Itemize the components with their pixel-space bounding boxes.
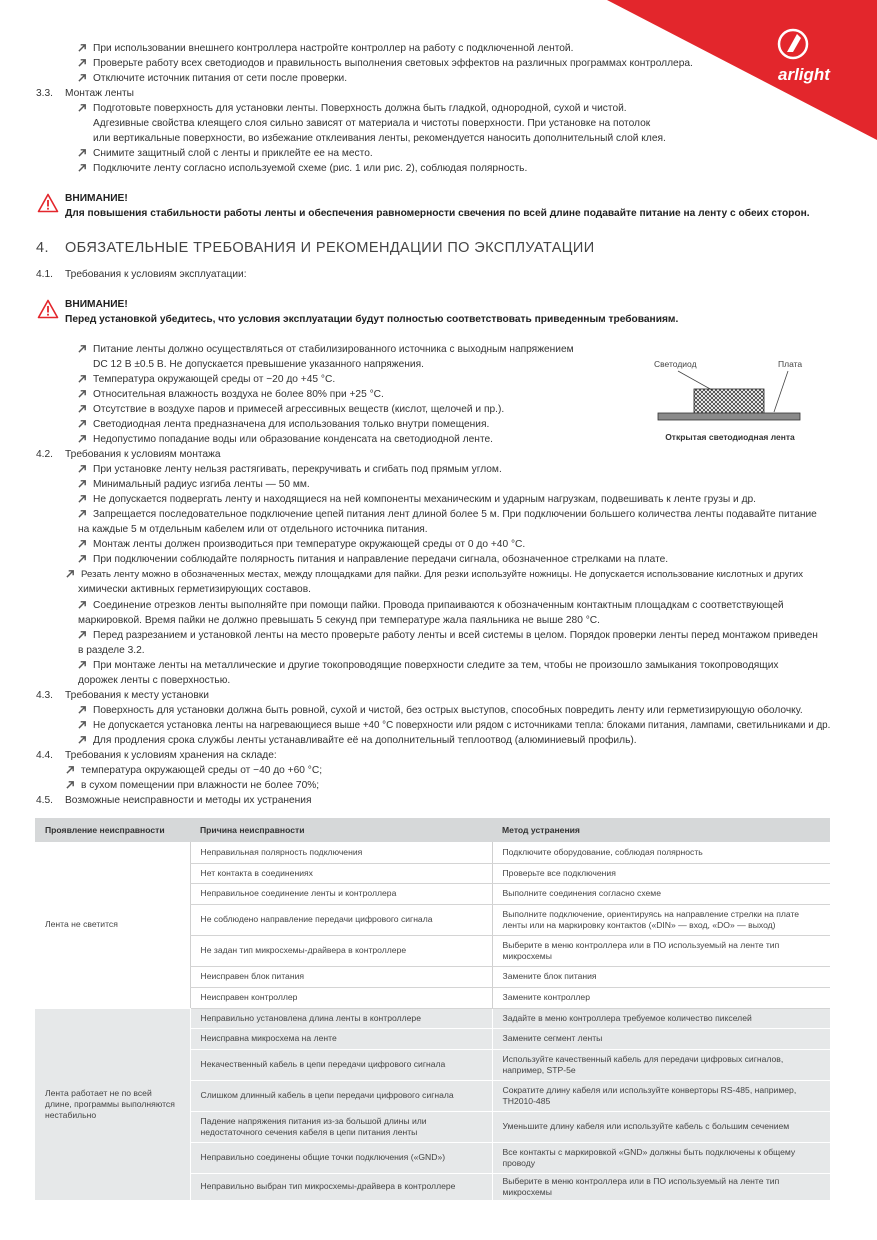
arrow-bullet-icon [78, 148, 87, 157]
warning-text: Перед установкой убедитесь, что условия эксплуатации будут полностью соответствовать приведенным требованиям. [65, 314, 679, 325]
arrow-bullet-icon [66, 569, 75, 578]
table-cell-cause: Неправильно соединены общие точки подключения («GND») [190, 1142, 492, 1173]
table-cell-fix: Выполните подключение, ориентируясь на направление стрелки на плате ленты или на маркировку контактов («DIN» — вход, «DO» — выход) [492, 904, 830, 935]
top-item-2: Проверьте работу всех светодиодов и правильность выполнения световых эффектов на различных программах контроллера. [78, 57, 693, 71]
list-item: При установке ленту нельзя растягивать, перекручивать и сгибать под прямым углом. [78, 463, 502, 477]
list-item-cont: или вертикальные поверхности, во избежание отклеивания ленты, рекомендуется наносить дополнительный слой клея. [93, 133, 666, 144]
warning-title: ВНИМАНИЕ! [65, 299, 128, 310]
list-item: Соединение отрезков ленты выполняйте при помощи пайки. Провода припаиваются к обозначенным контактным площадкам с соответствующей [78, 599, 784, 613]
arrow-bullet-icon [78, 434, 87, 443]
list-item-cont: химически активных герметизирующих составов. [78, 584, 311, 595]
table-cell-fix: Используйте качественный кабель для передачи цифровых сигналов, например, STP-5e [492, 1049, 830, 1080]
arrow-bullet-icon [78, 374, 87, 383]
list-item: Подготовьте поверхность для установки ленты. Поверхность должна быть гладкой, однородной, сухой и чистой. [78, 102, 627, 116]
top-item-1: При использовании внешнего контроллера настройте контроллер на работу с подключенной лентой. [78, 42, 573, 56]
section-number: 4.2. [36, 449, 53, 460]
arrow-bullet-icon [78, 705, 87, 714]
arrow-bullet-icon [78, 419, 87, 428]
table-cell-cause: Неисправен контроллер [190, 987, 492, 1008]
arrow-bullet-icon [78, 344, 87, 353]
table-cell-cause: Неправильно установлена длина ленты в контроллере [190, 1008, 492, 1028]
table-header: Метод устранения [492, 818, 830, 842]
table-cell-fix: Все контакты с маркировкой «GND» должны быть подключены к общему проводу [492, 1142, 830, 1173]
arrow-bullet-icon [78, 103, 87, 112]
table-cell-cause: Некачественный кабель в цепи передачи цифрового сигнала [190, 1049, 492, 1080]
table-cell-fix: Задайте в меню контроллера требуемое количество пикселей [492, 1008, 830, 1028]
table-cell-fix: Выберите в меню контроллера или в ПО используемый на ленте тип микросхемы [492, 935, 830, 966]
table-header: Проявление неисправности [35, 818, 190, 842]
arrow-bullet-icon [78, 58, 87, 67]
section-heading-title: ОБЯЗАТЕЛЬНЫЕ ТРЕБОВАНИЯ И РЕКОМЕНДАЦИИ ПО ЭКСПЛУАТАЦИИ [65, 240, 595, 256]
list-item-cont: маркировкой. Время пайки не должно превышать 5 секунд при температуре жала паяльника не выше 280 °C. [78, 615, 600, 626]
diagram-leader-led [678, 371, 712, 390]
arrow-bullet-icon [78, 735, 87, 744]
list-item: Недопустимо попадание воды или образование конденсата на светодиодной ленте. [78, 433, 493, 447]
table-header: Причина неисправности [190, 818, 492, 842]
list-item-cont: на каждые 5 м отдельным кабелем или от отдельного источника питания. [78, 524, 428, 535]
list-item: Подключите ленту согласно используемой схеме (рис. 1 или рис. 2), соблюдая полярность. [78, 162, 527, 176]
list-item-cont: в разделе 3.2. [78, 645, 145, 656]
table-cell-cause: Неисправен блок питания [190, 966, 492, 987]
diagram-label-led: Светодиод [654, 359, 697, 369]
arrow-bullet-icon [78, 404, 87, 413]
arrow-bullet-icon [78, 539, 87, 548]
brand-name: arlight [778, 65, 830, 84]
section-number: 3.3. [36, 88, 53, 99]
warning-title: ВНИМАНИЕ! [65, 193, 128, 204]
table-cell-fix: Уменьшите длину кабеля или используйте кабель с большим сечением [492, 1111, 830, 1142]
section-title: Требования к месту установки [65, 690, 209, 701]
table-cell-cause: Не соблюдено направление передачи цифрового сигнала [190, 904, 492, 935]
list-item: Питание ленты должно осуществляться от стабилизированного источника с выходным напряжением [78, 343, 574, 357]
table-cell-cause: Слишком длинный кабель в цепи передачи цифрового сигнала [190, 1080, 492, 1111]
table-cell-cause: Падение напряжения питания из-за большой длины или недостаточного сечения кабеля в цепи питания ленты [190, 1111, 492, 1142]
diagram-leader-board [774, 371, 788, 412]
list-item: При монтаже ленты на металлические и другие токопроводящие поверхности следите за тем, чтобы не произошло замыкания токопроводящих [78, 659, 778, 673]
list-item: температура окружающей среды от −40 до +60 °C; [66, 764, 322, 778]
table-cell-cause: Не задан тип микросхемы-драйвера в контроллере [190, 935, 492, 966]
list-item: При подключении соблюдайте полярность питания и направление передачи сигнала, обозначенное стрелками на плате. [78, 553, 668, 567]
table-cell-fix: Замените контроллер [492, 987, 830, 1008]
diagram-led-block [694, 389, 764, 413]
list-item: Минимальный радиус изгиба ленты — 50 мм. [78, 478, 310, 492]
arrow-bullet-icon [78, 73, 87, 82]
section-title: Требования к условиям эксплуатации: [65, 269, 247, 280]
table-cell-fix: Замените сегмент ленты [492, 1028, 830, 1049]
section-title: Требования к условиям монтажа [65, 449, 221, 460]
arrow-bullet-icon [66, 765, 75, 774]
section-title: Требования к условиям хранения на складе: [65, 750, 277, 761]
list-item: Светодиодная лента предназначена для использования только внутри помещения. [78, 418, 489, 432]
list-item: Отсутствие в воздухе паров и примесей агрессивных веществ (кислот, щелочей и пр.). [78, 403, 504, 417]
table-cell-fix: Подключите оборудование, соблюдая полярность [492, 842, 830, 863]
list-item: Запрещается последовательное подключение цепей питания лент длиной более 5 м. При подключении большего количества ленты подавайте питание [78, 508, 817, 522]
section-number: 4.5. [36, 795, 53, 806]
warning-icon [37, 193, 59, 213]
list-item: Не допускается установка ленты на нагревающиеся выше +40 °C поверхности или рядом с источниками тепла: блоками питания, лампами, светильниками и др. [78, 719, 830, 733]
diagram-label-board: Плата [778, 359, 803, 369]
table-cell-symptom: Лента не светится [35, 842, 190, 1008]
section-title: Монтаж ленты [65, 88, 134, 99]
list-item: Снимите защитный слой с ленты и приклейте ее на место. [78, 147, 373, 161]
table-row [35, 1008, 830, 1028]
arrow-bullet-icon [78, 43, 87, 52]
section-heading-number: 4. [36, 240, 49, 256]
warning-icon [37, 299, 59, 319]
section-number: 4.1. [36, 269, 53, 280]
list-item-cont: Адгезивные свойства клеящего слоя сильно зависят от материала и чистоты поверхности. При установке на потолок [93, 118, 651, 129]
list-item: Для продления срока службы ленты устанавливайте её на дополнительный теплоотвод (алюминиевый профиль). [78, 734, 637, 748]
list-item: Резать ленту можно в обозначенных местах, между площадками для пайки. Для резки используйте ножницы. Не допускается использование кислотных и других [66, 568, 803, 582]
table-row [35, 842, 830, 863]
led-strip-diagram [650, 352, 810, 448]
list-item: Монтаж ленты должен производиться при температуре окружающей среды от 0 до +40 °C. [78, 538, 525, 552]
arrow-bullet-icon [78, 630, 87, 639]
table-cell-fix: Проверьте все подключения [492, 863, 830, 883]
table-cell-cause: Неисправна микросхема на ленте [190, 1028, 492, 1049]
arrow-bullet-icon [78, 494, 87, 503]
list-item-cont: DC 12 В ±0.5 В. Не допускается превышение указанного напряжения. [93, 359, 424, 370]
table-cell-fix: Сократите длину кабеля или используйте конверторы RS-485, например, TH2010-485 [492, 1080, 830, 1111]
top-item-3: Отключите источник питания от сети после проверки. [78, 72, 347, 86]
arrow-bullet-icon [78, 509, 87, 518]
list-item: Перед разрезанием и установкой ленты на место проверьте работу ленты и всей системы в целом. Порядок проверки ленты перед монтажом приведен [78, 629, 818, 643]
section-number: 4.4. [36, 750, 53, 761]
table-cell-fix: Выберите в меню контроллера или в ПО используемый на ленте тип микросхемы [492, 1173, 830, 1200]
list-item: Температура окружающей среды от −20 до +45 °C. [78, 373, 335, 387]
table-cell-cause: Нет контакта в соединениях [190, 863, 492, 883]
table-cell-fix: Выполните соединения согласно схеме [492, 883, 830, 904]
table-cell-cause: Неправильно выбран тип микросхемы-драйвера в контроллере [190, 1173, 492, 1200]
warning-text: Для повышения стабильности работы ленты и обеспечения равномерности свечения по всей длине подавайте питание на ленту с обеих сторон. [65, 208, 810, 219]
section-number: 4.3. [36, 690, 53, 701]
arrow-bullet-icon [78, 554, 87, 563]
section-title: Возможные неисправности и методы их устранения [65, 795, 312, 806]
arrow-bullet-icon [78, 464, 87, 473]
diagram-board [658, 413, 800, 420]
section-heading [36, 240, 595, 256]
arrow-bullet-icon [78, 479, 87, 488]
table-cell-symptom: Лента работает не по всей длине, программы выполняются нестабильно [35, 1008, 190, 1200]
table-cell-cause: Неправильное соединение ленты и контроллера [190, 883, 492, 904]
troubleshooting-table [35, 818, 830, 1201]
arrow-bullet-icon [78, 600, 87, 609]
arrow-bullet-icon [78, 163, 87, 172]
table-cell-cause: Неправильная полярность подключения [190, 842, 492, 863]
list-item: Относительная влажность воздуха не более 80% при +25 °C. [78, 388, 384, 402]
list-item-cont: дорожек ленты с поверхностью. [78, 675, 231, 686]
arrow-bullet-icon [78, 389, 87, 398]
list-item: в сухом помещении при влажности не более 70%; [66, 779, 319, 793]
table-cell-fix: Замените блок питания [492, 966, 830, 987]
arrow-bullet-icon [66, 780, 75, 789]
arrow-bullet-icon [78, 660, 87, 669]
table-header-row [35, 818, 830, 842]
arrow-bullet-icon [78, 720, 87, 729]
list-item: Не допускается подвергать ленту и находящиеся на ней компоненты механическим и ударным нагрузкам, подвешивать к ленте грузы и др. [78, 493, 756, 507]
list-item: Поверхность для установки должна быть ровной, сухой и чистой, без острых выступов, способных повредить ленту или герметизирующую оболочку. [78, 704, 803, 718]
diagram-caption: Открытая светодиодная лента [665, 432, 795, 442]
